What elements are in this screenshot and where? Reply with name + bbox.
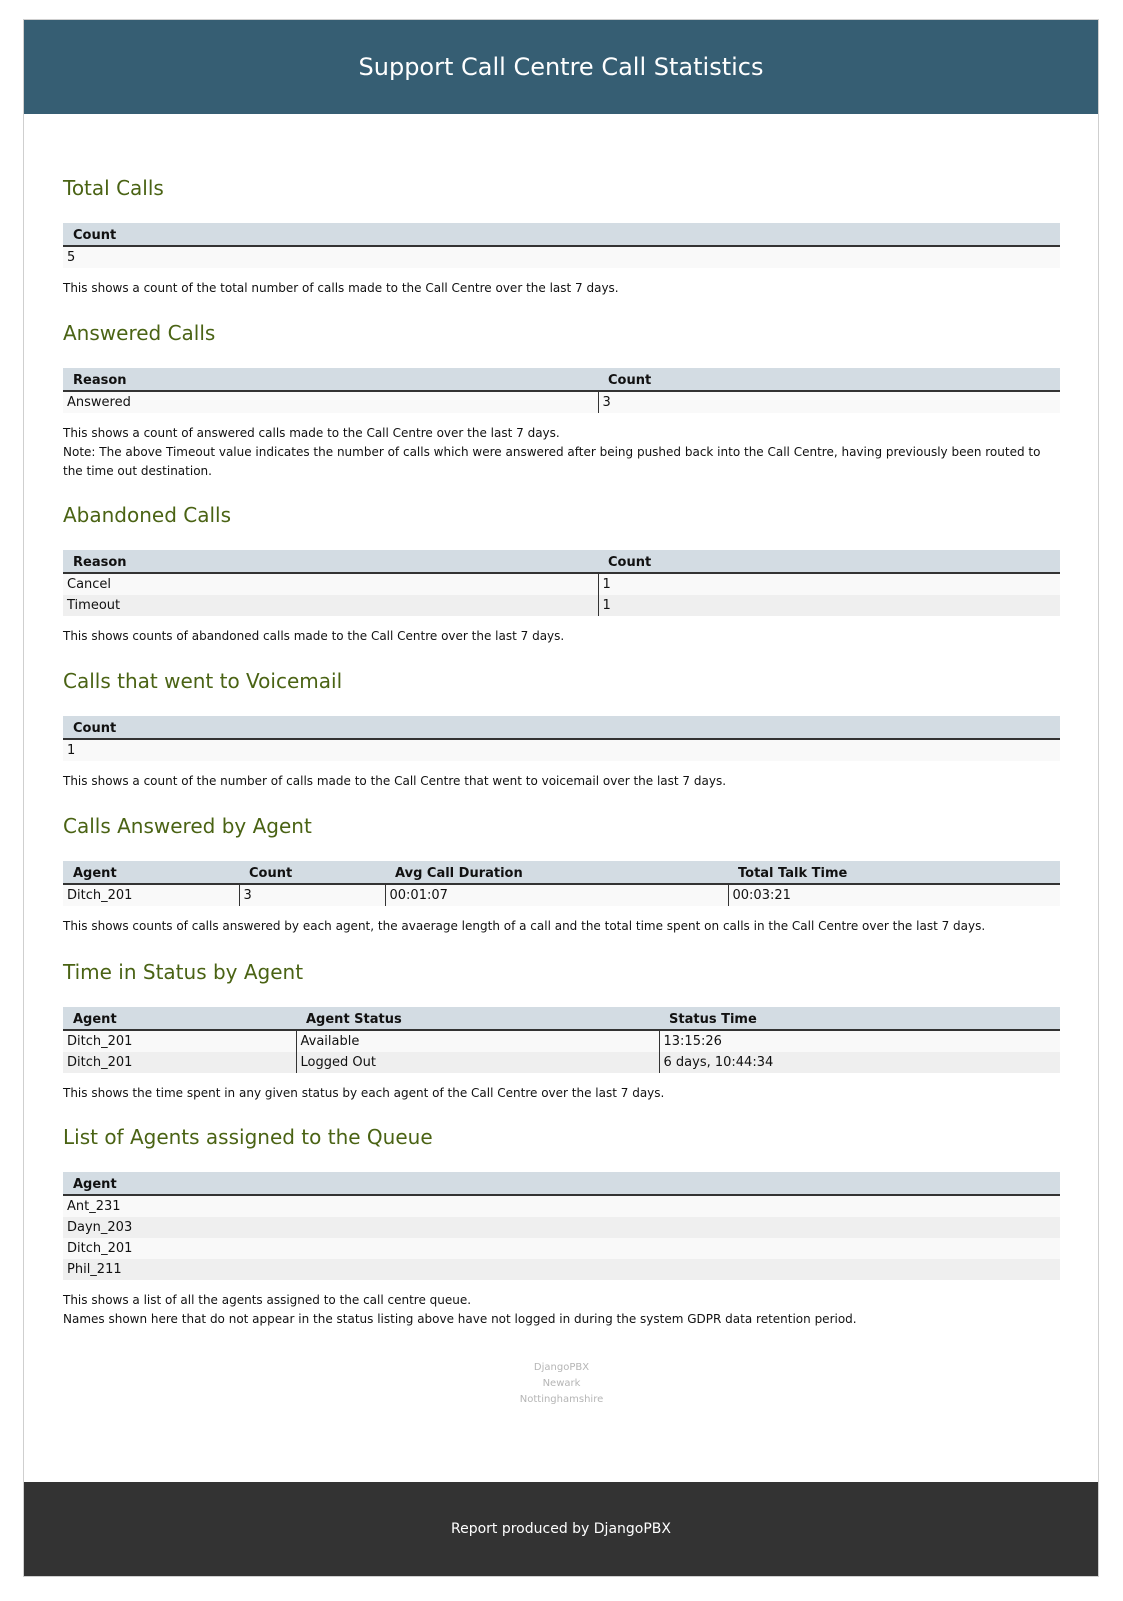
footer-text: Report produced by DjangoPBX <box>450 1521 671 1537</box>
section-agents-list <box>63 1125 1060 1329</box>
section-title: Total Calls <box>63 176 164 200</box>
description-line: Names shown here that do not appear in the status listing above have not logged in during the system GDPR data retention period. <box>63 1312 857 1326</box>
table-row <box>63 739 1060 761</box>
table-cell: Timeout <box>63 595 598 616</box>
column-header: Reason <box>63 368 598 391</box>
table-cell: Logged Out <box>296 1052 659 1073</box>
column-header: Agent <box>63 1172 1060 1195</box>
section-title: Time in Status by Agent <box>63 960 304 984</box>
table-row <box>63 391 1060 413</box>
report-page <box>23 19 1099 1577</box>
report-title: Support Call Centre Call Statistics <box>358 53 764 81</box>
company-address <box>63 1360 1060 1408</box>
answered-calls-table <box>63 368 1060 413</box>
report-header <box>24 20 1098 114</box>
description-line: This shows a count of the total number of calls made to the Call Centre over the last 7 days. <box>63 281 619 295</box>
table-cell: Ditch_201 <box>63 884 239 906</box>
voicemail-calls-table <box>63 716 1060 761</box>
column-header: Count <box>63 716 1060 739</box>
table-cell: 5 <box>63 246 1060 268</box>
section-description <box>63 917 1060 936</box>
table-cell: 6 days, 10:44:34 <box>659 1052 1060 1073</box>
table-cell: 1 <box>598 595 1060 616</box>
table-row <box>63 1217 1060 1238</box>
column-header: Agent <box>63 861 239 884</box>
table-row <box>63 595 1060 616</box>
address-line: Nottinghamshire <box>519 1394 604 1405</box>
column-header: Reason <box>63 550 598 573</box>
section-abandoned-calls <box>63 503 1060 646</box>
section-description <box>63 627 1060 646</box>
table-cell: Available <box>296 1030 659 1052</box>
table-cell: 3 <box>239 884 385 906</box>
address-line: Newark <box>542 1378 581 1389</box>
table-cell: Ditch_201 <box>63 1030 296 1052</box>
description-line: Note: The above Timeout value indicates the number of calls which were answered after being pushed back into the Call Centre, having previously been routed to the time out destination. <box>63 445 1041 478</box>
table-row <box>63 1259 1060 1280</box>
section-description <box>63 1084 1060 1103</box>
section-total-calls <box>63 176 1060 298</box>
table-cell: Ant_231 <box>63 1195 1060 1217</box>
table-cell: Ditch_201 <box>63 1238 1060 1259</box>
section-description <box>63 1291 1060 1329</box>
table-cell: 1 <box>63 739 1060 761</box>
section-title: List of Agents assigned to the Queue <box>63 1125 433 1149</box>
section-answered-by-agent <box>63 814 1060 936</box>
section-title: Calls that went to Voicemail <box>63 669 343 693</box>
column-header: Avg Call Duration <box>385 861 728 884</box>
table-cell: 1 <box>598 573 1060 595</box>
description-line: This shows a count of answered calls made to the Call Centre over the last 7 days. <box>63 426 560 440</box>
section-title: Answered Calls <box>63 321 216 345</box>
answered-by-agent-table <box>63 861 1060 906</box>
description-line: This shows counts of abandoned calls made to the Call Centre over the last 7 days. <box>63 629 565 643</box>
table-cell: 00:01:07 <box>385 884 728 906</box>
table-cell: Cancel <box>63 573 598 595</box>
table-cell: Dayn_203 <box>63 1217 1060 1238</box>
table-cell: Ditch_201 <box>63 1052 296 1073</box>
table-cell: Phil_211 <box>63 1259 1060 1280</box>
column-header: Count <box>239 861 385 884</box>
section-description <box>63 424 1060 481</box>
column-header: Agent Status <box>296 1007 659 1030</box>
description-line: This shows a list of all the agents assigned to the call centre queue. <box>63 1293 472 1307</box>
table-row <box>63 573 1060 595</box>
column-header: Status Time <box>659 1007 1060 1030</box>
address-line: DjangoPBX <box>533 1362 590 1373</box>
section-voicemail-calls <box>63 669 1060 791</box>
column-header: Count <box>598 550 1060 573</box>
section-answered-calls <box>63 321 1060 481</box>
section-description <box>63 279 1060 298</box>
table-row <box>63 884 1060 906</box>
table-row <box>63 1195 1060 1217</box>
column-header: Total Talk Time <box>728 861 1060 884</box>
section-description <box>63 772 1060 791</box>
description-line: This shows the time spent in any given status by each agent of the Call Centre over the last 7 days. <box>63 1086 665 1100</box>
table-row <box>63 1238 1060 1259</box>
table-row <box>63 1030 1060 1052</box>
agents-list-table <box>63 1172 1060 1280</box>
description-line: This shows a count of the number of calls made to the Call Centre that went to voicemail over the last 7 days. <box>63 774 727 788</box>
description-line: This shows counts of calls answered by each agent, the avaerage length of a call and the total time spent on calls in the Call Centre over the last 7 days. <box>63 919 986 933</box>
table-cell: 00:03:21 <box>728 884 1060 906</box>
table-cell: 3 <box>598 391 1060 413</box>
column-header: Count <box>63 223 1060 246</box>
section-time-in-status <box>63 960 1060 1103</box>
section-title: Calls Answered by Agent <box>63 814 312 838</box>
table-cell: Answered <box>63 391 598 413</box>
total-calls-table <box>63 223 1060 268</box>
time-in-status-table <box>63 1007 1060 1073</box>
table-row <box>63 1052 1060 1073</box>
table-row <box>63 246 1060 268</box>
column-header: Count <box>598 368 1060 391</box>
table-cell: 13:15:26 <box>659 1030 1060 1052</box>
section-title: Abandoned Calls <box>63 503 232 527</box>
abandoned-calls-table <box>63 550 1060 616</box>
column-header: Agent <box>63 1007 296 1030</box>
report-footer <box>24 1482 1098 1576</box>
